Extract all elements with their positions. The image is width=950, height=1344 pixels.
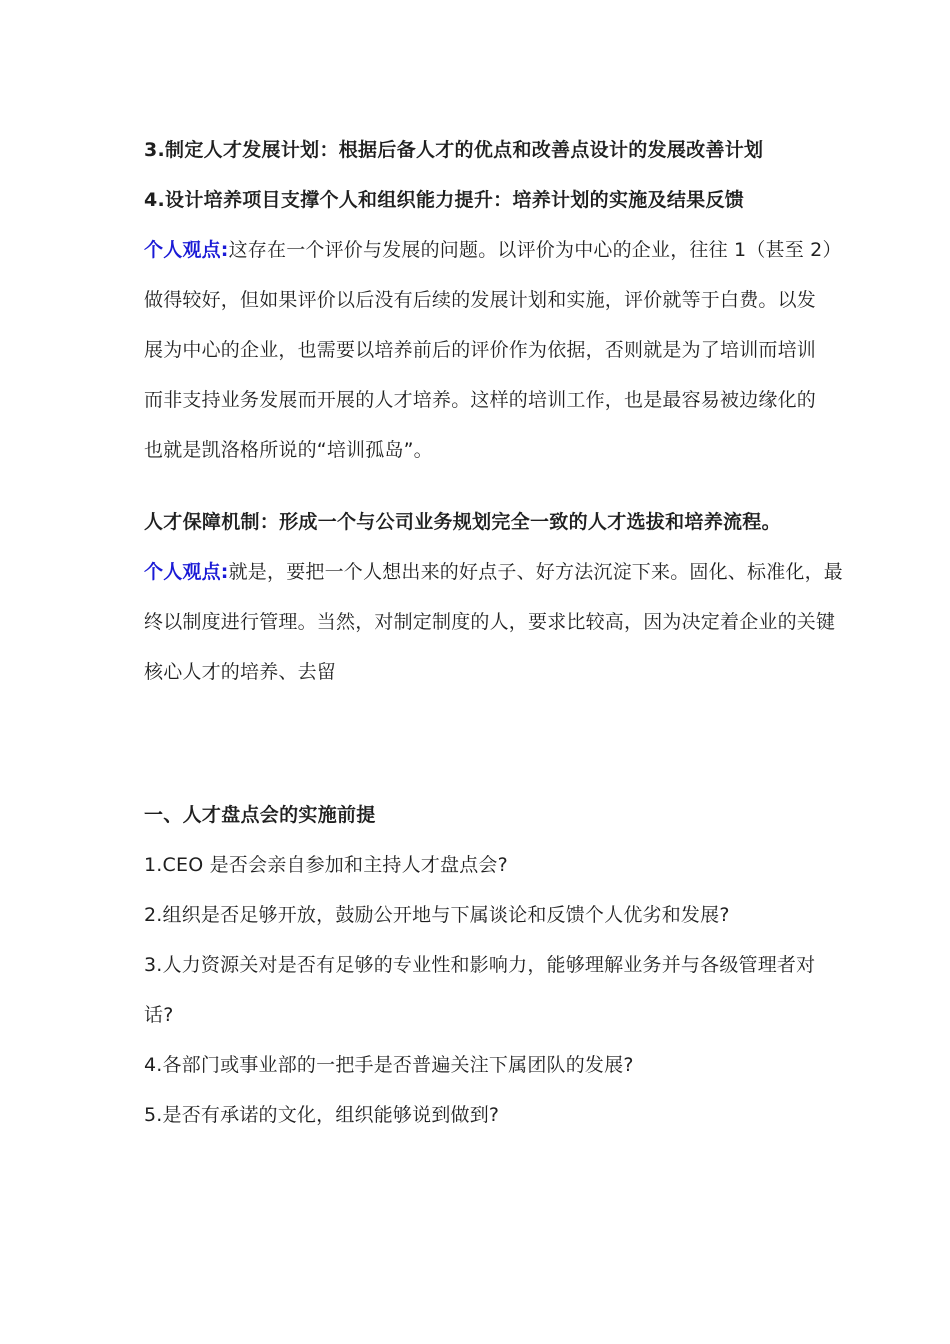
opinion1-line-1 — [144, 237, 842, 263]
mechanism-heading: 人才保障机制：形成一个与公司业务规划完全一致的人才选拔和培养流程。 — [144, 511, 781, 533]
opinion1-line-4: 而非支持业务发展而开展的人才培养。这样的培训工作，也是最容易被边缘化的 — [144, 389, 817, 411]
premise-item-4: 4.各部门或事业部的一把手是否普遍关注下属团队的发展? — [144, 1054, 634, 1076]
premise-item-5: 5.是否有承诺的文化，组织能够说到做到? — [144, 1104, 500, 1126]
premise-heading: 一、人才盘点会的实施前提 — [144, 804, 376, 826]
opinion2-label: 个人观点: — [144, 561, 229, 583]
premise-item-3: 3.人力资源关对是否有足够的专业性和影响力，能够理解业务并与各级管理者对 — [144, 954, 816, 976]
opinion2-line-3: 核心人才的培养、去留 — [144, 661, 337, 683]
premise-item-3-cont: 话? — [144, 1004, 174, 1026]
opinion1-line-3: 展为中心的企业，也需要以培养前后的评价作为依据，否则就是为了培训而培训 — [144, 339, 817, 361]
premise-item-1: 1.CEO 是否会亲自参加和主持人才盘点会? — [144, 854, 508, 876]
opinion2-line-1 — [144, 559, 844, 585]
opinion1-line-5: 也就是凯洛格所说的“培训孤岛”。 — [144, 439, 433, 461]
premise-item-2: 2.组织是否足够开放，鼓励公开地与下属谈论和反馈个人优劣和发展? — [144, 904, 730, 926]
opinion1-label: 个人观点: — [144, 239, 229, 261]
plan-item-4: 4.设计培养项目支撑个人和组织能力提升：培养计划的实施及结果反馈 — [144, 189, 745, 211]
opinion1-line-2: 做得较好，但如果评价以后没有后续的发展计划和实施，评价就等于白费。以发 — [144, 289, 817, 311]
plan-item-3: 3.制定人才发展计划：根据后备人才的优点和改善点设计的发展改善计划 — [144, 139, 764, 161]
opinion2-line-2: 终以制度进行管理。当然，对制定制度的人，要求比较高，因为决定着企业的关键 — [144, 611, 836, 633]
opinion1-text-1: 这存在一个评价与发展的问题。以评价为中心的企业，往往 1（甚至 2） — [228, 239, 842, 261]
opinion2-text-1: 就是，要把一个人想出来的好点子、好方法沉淀下来。固化、标准化，最 — [228, 561, 844, 583]
